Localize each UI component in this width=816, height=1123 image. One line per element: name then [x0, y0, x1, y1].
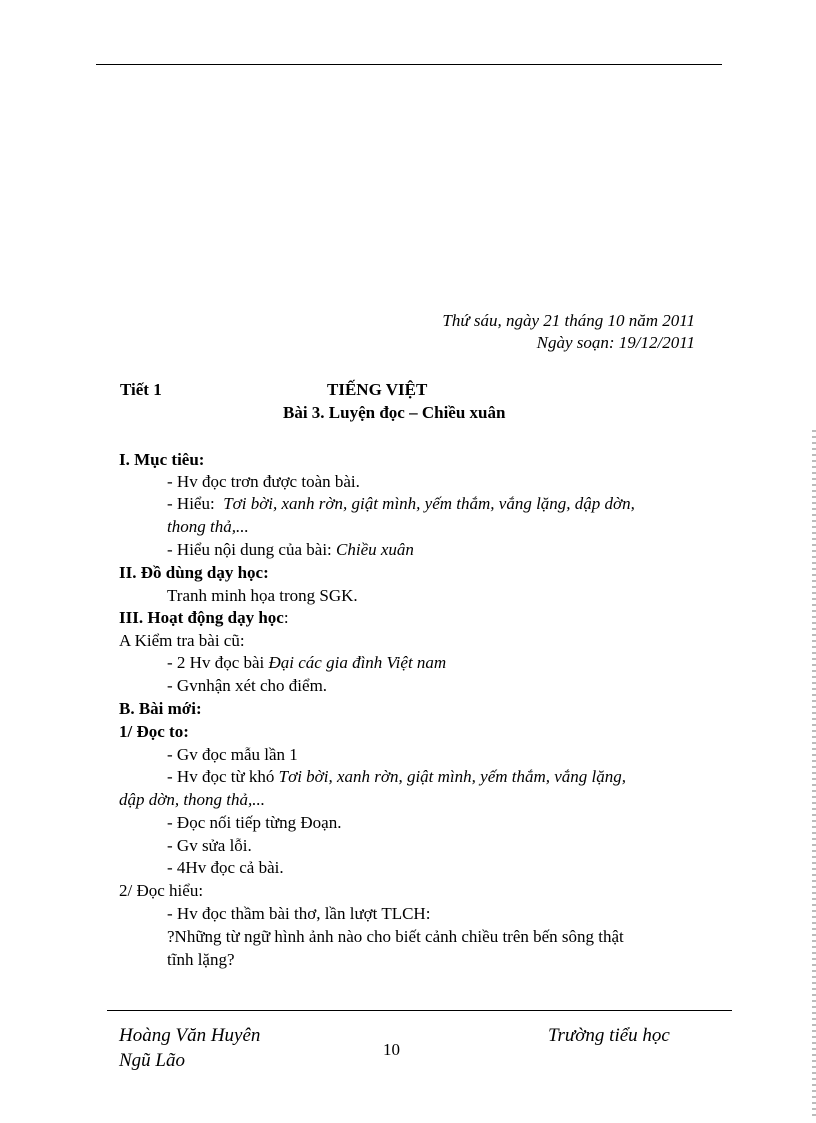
- read-aloud-item: - Gv đọc mẫu lần 1: [167, 745, 298, 764]
- subject-title: TIẾNG VIỆT: [327, 380, 428, 399]
- read-aloud-item: - Đọc nối tiếp từng Đoạn.: [167, 813, 342, 832]
- comprehension-question: ?Những từ ngữ hình ảnh nào cho biết cảnh chiều trên bến sông thật: [167, 927, 624, 946]
- page-number: 10: [383, 1040, 400, 1059]
- objective-item: [167, 494, 635, 514]
- page-edge-marks: [812, 430, 816, 1120]
- comprehension-item: - Hv đọc thầm bài thơ, lần lượt TLCH:: [167, 904, 431, 923]
- objective-item: [167, 540, 414, 560]
- new-lesson-heading: B. Bài mới:: [119, 699, 202, 718]
- activities-heading-text: III. Hoạt động dạy học: [119, 608, 284, 627]
- old-lesson-item: [167, 653, 446, 673]
- materials-heading: II. Đồ dùng dạy học:: [119, 563, 269, 582]
- footer-school: Trường tiểu học: [548, 1025, 670, 1046]
- read-aloud-item: [167, 767, 626, 787]
- old-lesson-prefix: - 2 Hv đọc bài: [167, 653, 265, 672]
- activities-heading: [119, 608, 289, 628]
- objectives-heading: I. Mục tiêu:: [119, 450, 205, 469]
- comprehension-heading: 2/ Đọc hiểu:: [119, 881, 204, 900]
- old-poem-title: Đại các gia đình Việt nam: [268, 653, 447, 672]
- vocabulary-words-continued: thong thả,...: [167, 517, 249, 536]
- difficult-words: Tơi bời, xanh rờn, giật mình, yếm thắm, vắng lặng,: [278, 767, 627, 786]
- comprehension-question-continued: tĩnh lặng?: [167, 950, 235, 969]
- footer-author-location: Ngũ Lão: [119, 1050, 185, 1071]
- footer-author: Hoàng Văn Huyên: [119, 1025, 261, 1046]
- objective-prefix: - Hiểu:: [167, 494, 215, 513]
- read-aloud-item: - Gv sửa lỗi.: [167, 836, 252, 855]
- old-lesson-item: - Gvnhận xét cho điểm.: [167, 676, 328, 695]
- poem-title: Chiều xuân: [336, 540, 414, 559]
- activities-heading-colon: :: [283, 608, 289, 627]
- read-aloud-item: - 4Hv đọc cả bài.: [167, 858, 284, 877]
- footer-rule: [107, 1010, 732, 1011]
- vocabulary-words: Tơi bời, xanh rờn, giật mình, yếm thắm, vắng lặng, dập dờn,: [223, 494, 635, 513]
- read-aloud-heading: 1/ Đọc to:: [119, 722, 189, 741]
- header-rule: [96, 64, 722, 65]
- lesson-title: Bài 3. Luyện đọc – Chiều xuân: [283, 403, 506, 422]
- objective-prefix: - Hiểu nội dung của bài:: [167, 540, 332, 559]
- read-aloud-prefix: - Hv đọc từ khó: [167, 767, 275, 786]
- objective-item: - Hv đọc trơn được toàn bài.: [167, 472, 360, 491]
- old-lesson-heading: A Kiểm tra bài cũ:: [119, 631, 245, 650]
- prep-date-line: Ngày soạn: 19/12/2011: [536, 333, 695, 352]
- materials-item: Tranh minh họa trong SGK.: [167, 586, 358, 605]
- date-line: Thứ sáu, ngày 21 tháng 10 năm 2011: [442, 311, 695, 330]
- difficult-words-continued: dập dờn, thong thả,...: [119, 790, 266, 809]
- period-label: Tiết 1: [120, 380, 162, 399]
